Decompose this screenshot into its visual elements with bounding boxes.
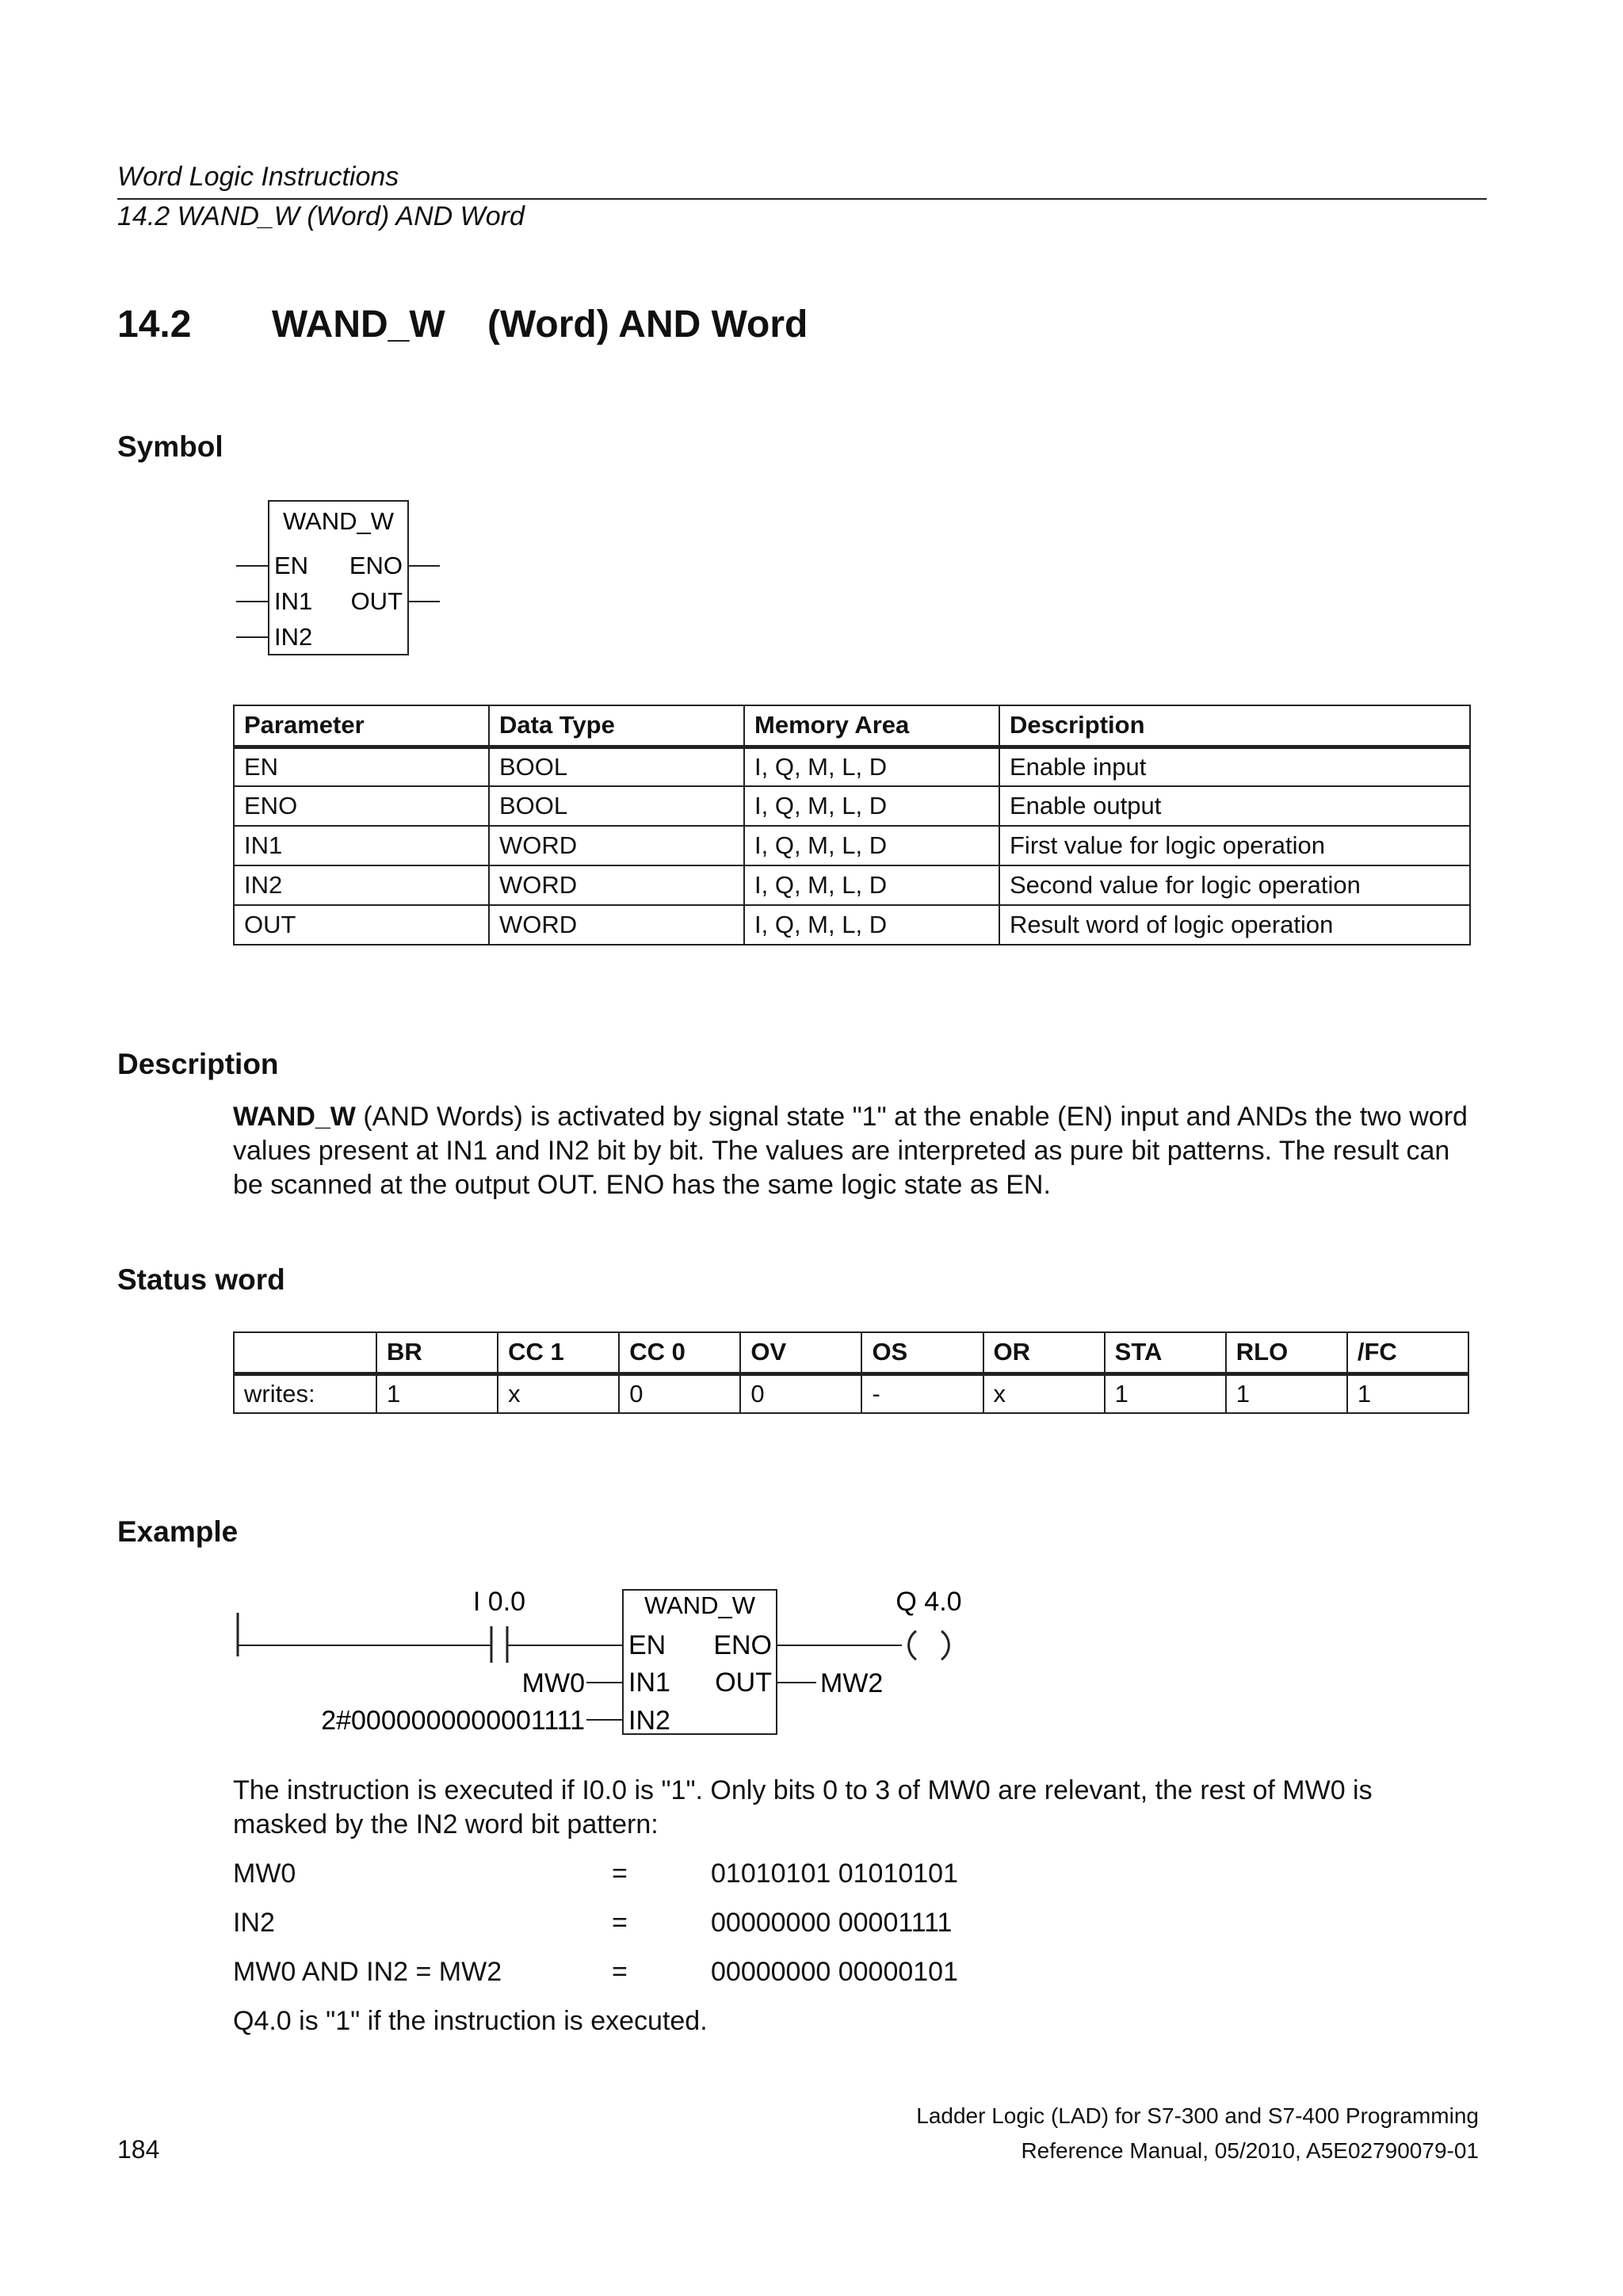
coil-label: Q 4.0 — [896, 1587, 962, 1617]
symbol-box-title: WAND_W — [282, 507, 395, 535]
calc-value: 01010101 01010101 — [711, 1859, 958, 1889]
status-col-header: STA — [1105, 1332, 1226, 1373]
cell: BOOL — [489, 786, 744, 826]
cell: Result word of logic operation — [999, 905, 1470, 945]
contact-label: I 0.0 — [472, 1587, 526, 1617]
cell: ENO — [234, 786, 489, 826]
status-col-header: OV — [740, 1332, 861, 1373]
cell: 1 — [1105, 1373, 1226, 1413]
table-row — [234, 865, 1470, 905]
symbol-pin-en: EN — [274, 552, 309, 579]
running-header-chapter: Word Logic Instructions — [117, 162, 399, 192]
cell: I, Q, M, L, D — [744, 826, 999, 865]
status-col-header: RLO — [1226, 1332, 1347, 1373]
cell: 0 — [619, 1373, 740, 1413]
running-header-section: 14.2 WAND_W (Word) AND Word — [117, 201, 525, 231]
in1-operand: MW0 — [521, 1668, 585, 1698]
status-word-writes-row — [234, 1373, 1468, 1413]
table-row — [234, 747, 1470, 786]
cell: IN1 — [234, 826, 489, 865]
cell: I, Q, M, L, D — [744, 865, 999, 905]
example-pin-in1: IN1 — [628, 1668, 670, 1698]
ladder-example-diagram — [230, 1577, 983, 1744]
cell: - — [861, 1373, 983, 1413]
status-word-header — [234, 1332, 1468, 1373]
footer-manual-reference: Reference Manual, 05/2010, A5E02790079-01 — [1021, 2138, 1479, 2163]
calc-value: 00000000 00001111 — [711, 1908, 953, 1938]
cell: WORD — [489, 905, 744, 945]
symbol-pin-in2: IN2 — [274, 623, 313, 651]
example-pin-in2: IN2 — [628, 1706, 670, 1736]
cell: Second value for logic operation — [999, 865, 1470, 905]
example-intro-paragraph: The instruction is executed if I0.0 is "1". Only bits 0 to 3 of MW0 are relevant, the rest of MW0 is masked by the IN2 word bit pattern: — [233, 1775, 1373, 1839]
status-col-header: CC 0 — [619, 1332, 740, 1373]
calc-value: 00000000 00000101 — [711, 1957, 958, 1987]
table-row — [234, 905, 1470, 945]
cell: IN2 — [234, 865, 489, 905]
symbol-pin-out: OUT — [350, 587, 403, 615]
example-pin-en: EN — [628, 1630, 666, 1660]
cell: OUT — [234, 905, 489, 945]
cell: WORD — [489, 865, 744, 905]
cell: I, Q, M, L, D — [744, 905, 999, 945]
cell: 0 — [740, 1373, 861, 1413]
col-header-parameter: Parameter — [234, 705, 489, 747]
footer-manual-title: Ladder Logic (LAD) for S7-300 and S7-400 Programming — [916, 2103, 1479, 2128]
symbol-pin-eno: ENO — [349, 552, 403, 579]
section-title: WAND_W (Word) AND Word — [272, 304, 808, 346]
wand-w-symbol — [230, 495, 452, 661]
cell: I, Q, M, L, D — [744, 786, 999, 826]
status-col-header: /FC — [1347, 1332, 1468, 1373]
out-operand: MW2 — [820, 1668, 884, 1698]
section-number: 14.2 — [117, 304, 192, 346]
cell: x — [983, 1373, 1105, 1413]
example-conclusion: Q4.0 is "1" if the instruction is executed. — [233, 2006, 708, 2036]
cell: 1 — [1347, 1373, 1468, 1413]
table-row — [234, 786, 1470, 826]
cell: Enable input — [999, 747, 1470, 786]
symbol-pin-in1: IN1 — [274, 587, 313, 615]
col-header-data-type: Data Type — [489, 705, 744, 747]
cell: x — [498, 1373, 619, 1413]
cell: 1 — [1226, 1373, 1347, 1413]
example-heading: Example — [117, 1515, 239, 1548]
status-col-header — [234, 1332, 376, 1373]
status-col-header: OR — [983, 1332, 1105, 1373]
status-word-table — [233, 1331, 1469, 1414]
col-header-memory-area: Memory Area — [744, 705, 999, 747]
calc-label: IN2 — [233, 1908, 275, 1938]
parameter-table — [233, 705, 1471, 946]
description-bold-lead: WAND_W — [233, 1102, 356, 1132]
description-text: (AND Words) is activated by signal state "1" at the enable (EN) input and ANDs the two word values present at IN1 and IN2 bit by bit. The values are interpreted as pure bit patterns. The result can be scanned at the output OUT. ENO has the same logic state as EN. — [233, 1102, 1468, 1200]
example-box-title: WAND_W — [643, 1591, 756, 1619]
calc-equals: = — [612, 1859, 628, 1889]
calc-equals: = — [612, 1957, 628, 1987]
example-pin-eno: ENO — [713, 1630, 772, 1660]
status-col-header: OS — [861, 1332, 983, 1373]
table-row — [234, 826, 1470, 865]
example-pin-out: OUT — [715, 1668, 772, 1698]
in2-operand: 2#0000000000001111 — [321, 1706, 585, 1736]
coil-symbol — [909, 1631, 916, 1660]
cell: writes: — [234, 1373, 376, 1413]
col-header-description: Description — [999, 705, 1470, 747]
header-rule — [117, 198, 1487, 200]
parameter-table-header — [234, 705, 1470, 747]
description-heading: Description — [117, 1048, 279, 1080]
calc-label: MW0 AND IN2 = MW2 — [233, 1957, 502, 1987]
cell: Enable output — [999, 786, 1470, 826]
page-number: 184 — [117, 2135, 160, 2164]
calc-equals: = — [612, 1908, 628, 1938]
status-col-header: CC 1 — [498, 1332, 619, 1373]
calc-label: MW0 — [233, 1859, 296, 1889]
cell: BOOL — [489, 747, 744, 786]
cell: WORD — [489, 826, 744, 865]
status-col-header: BR — [376, 1332, 498, 1373]
cell: 1 — [376, 1373, 498, 1413]
status-word-heading: Status word — [117, 1263, 285, 1296]
cell: EN — [234, 747, 489, 786]
cell: First value for logic operation — [999, 826, 1470, 865]
symbol-heading: Symbol — [117, 430, 223, 463]
description-paragraph — [233, 1100, 1477, 1202]
cell: I, Q, M, L, D — [744, 747, 999, 786]
